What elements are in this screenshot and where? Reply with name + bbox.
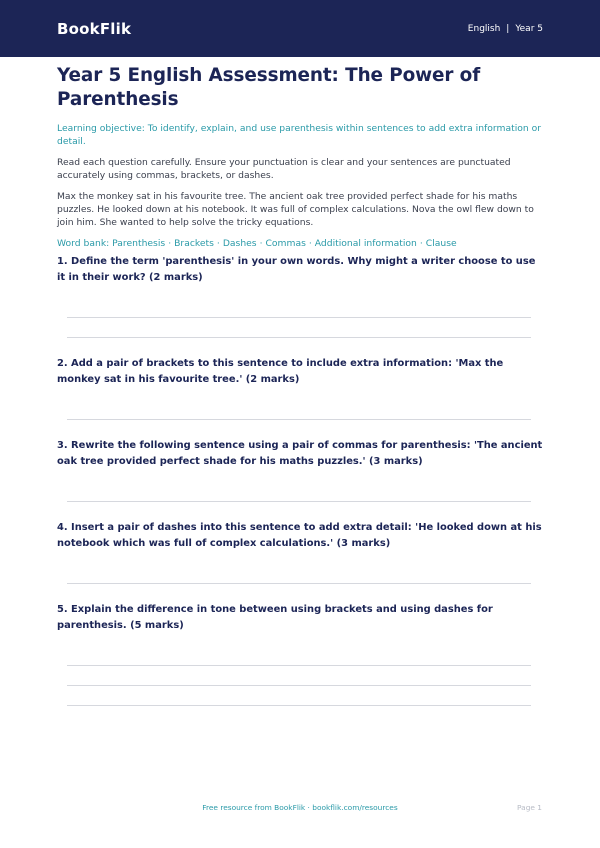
reading-passage: Max the monkey sat in his favourite tree. The ancient oak tree provided perfect shade for his maths puzzles. He looked down at his notebook. It was full of complex calculations. Nova the owl flew down to join him. She wanted to help solve the tricky equations. [57,191,534,228]
word-bank-label: Word bank: [57,238,110,250]
learning-objective: Learning objective: To identify, explain, and use parenthesis within sentences to add extra information or detail. [57,123,542,147]
word-bank-item: Parenthesis [112,238,166,250]
header-meta [468,24,543,34]
year-label: Year 5 [515,23,543,34]
word-bank-item: Brackets [174,238,214,250]
question-1: 1. Define the term 'parenthesis' in your own words. Why might a writer choose to use it in their work? (2 marks) [57,256,536,283]
page-footer [0,801,600,815]
word-bank: Word bank: Parenthesis · Brackets · Dashes · Commas · Additional information · Clause [57,238,457,250]
word-bank-item: Commas [265,238,306,250]
instructions: Read each question carefully. Ensure your punctuation is clear and your sentences are punctuated accurately using commas, brackets, or dashes. [57,157,511,181]
question-5: 5. Explain the difference in tone between using brackets and using dashes for parenthesis. (5 marks) [57,604,493,631]
answer-line[interactable] [67,501,531,502]
answer-line[interactable] [67,317,531,318]
answer-line[interactable] [67,705,531,706]
answer-line[interactable] [67,419,531,420]
page-header [0,0,600,57]
intro-section [57,64,543,251]
word-bank-item: Additional information [314,238,417,250]
answer-line[interactable] [67,665,531,666]
word-bank-item: Dashes [222,238,257,250]
question-4: 4. Insert a pair of dashes into this sentence to add extra detail: 'He looked down at his notebook which was full of complex calculations.' (3 marks) [57,522,542,549]
word-bank-item: Clause [425,238,457,250]
meta-separator: | [506,23,510,34]
footer-resource-link[interactable]: Free resource from BookFlik · bookflik.com/resources [202,803,398,812]
brand-logo: BookFlik [57,19,132,38]
answer-line[interactable] [67,337,531,338]
subject-label: English [467,23,501,34]
question-2: 2. Add a pair of brackets to this sentence to include extra information: 'Max the monkey sat in his favourite tree.' (2 marks) [57,358,504,385]
answer-line[interactable] [67,685,531,686]
page-number: Page 1 [517,803,542,812]
answer-line[interactable] [67,583,531,584]
question-3: 3. Rewrite the following sentence using a pair of commas for parenthesis: 'The ancient oak tree provided perfect shade for his maths puzzles.' (3 marks) [57,440,543,467]
page-title: Year 5 English Assessment: The Power of Parenthesis [57,65,481,110]
